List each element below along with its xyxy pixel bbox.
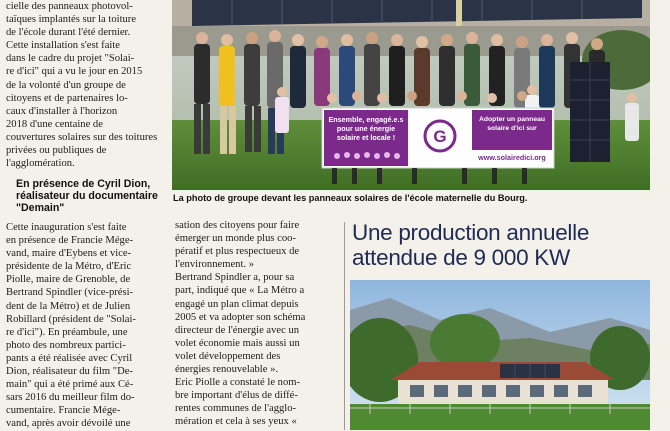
text-line: l'agglomération. bbox=[6, 158, 75, 170]
article-subheading bbox=[16, 178, 166, 214]
text-line: Bertrand Spindler (vice-prési- bbox=[6, 287, 134, 299]
text-line: citoyens et de partenaires lo- bbox=[6, 92, 128, 104]
text-line: vand, maire d'Eybens et vice- bbox=[6, 248, 132, 260]
text-line: l'environnement. » bbox=[175, 259, 254, 271]
article-column-left-top bbox=[6, 0, 166, 170]
text-line: dans le cadre du projet "Solai- bbox=[6, 53, 135, 65]
text-line: photo des nombreux partici- bbox=[6, 339, 126, 351]
banner-left-line: solaire et locale ! bbox=[336, 133, 396, 142]
text-line: taïques implantés sur la toiture bbox=[6, 14, 137, 26]
section-headline bbox=[352, 220, 652, 270]
text-line: en présence de Francie Mége- bbox=[6, 235, 134, 247]
article-column-left-bottom bbox=[6, 221, 166, 431]
text-line: directeur de l'énergie avec un bbox=[175, 324, 300, 336]
text-line: de l'école durant l'été dernier. bbox=[6, 27, 131, 39]
text-line: volet économie mais aussi un bbox=[175, 337, 300, 349]
text-line: 2005 et va adopter son schéma bbox=[175, 311, 306, 323]
banner-right-line: Adopter un panneau bbox=[478, 116, 546, 123]
article-column-middle bbox=[175, 219, 340, 429]
text-line: Cette inauguration s'est faite bbox=[6, 222, 127, 233]
text-line: Cette installation s'est faite bbox=[6, 40, 120, 52]
text-line: Dion, réalisateur du film "De- bbox=[6, 366, 133, 378]
banner-right-line: solaire d'ici sur bbox=[487, 125, 537, 132]
text-line: sation des citoyens pour faire bbox=[175, 220, 300, 231]
text-line: vand, après avoir dévoilé une bbox=[6, 418, 131, 430]
text-line: part, indiqué que « La Métro a bbox=[175, 285, 305, 297]
text-line: dent de la Métro) et de Julien bbox=[6, 300, 131, 312]
subheading-line: "Demain" bbox=[16, 202, 65, 214]
text-line: rentes communes de l'agglo- bbox=[175, 403, 297, 415]
text-line: énergies renouvelable ». bbox=[175, 364, 279, 376]
text-line: volet développement des bbox=[175, 350, 281, 362]
headline-line: attendue de 9 000 KW bbox=[352, 245, 570, 270]
text-line: Piolle, maire de Grenoble, de bbox=[6, 274, 131, 286]
text-line: pants a été réalisée avec Cyril bbox=[6, 352, 133, 364]
column-divider bbox=[344, 222, 345, 430]
text-line: re d'ici" qui a vu le jour en 2015 bbox=[6, 66, 143, 78]
school-building-photo bbox=[350, 280, 650, 430]
subheading-line: réalisateur du documentaire bbox=[16, 190, 158, 202]
subheading-line: En présence de Cyril Dion, bbox=[16, 178, 151, 190]
text-line: présidente de la Métro, d'Eric bbox=[6, 261, 132, 273]
text-line: mération et cela à ses yeux « bbox=[175, 416, 297, 428]
text-line: bre important d'élus de diffé- bbox=[175, 390, 298, 402]
banner-left-line: pour une énergie bbox=[336, 124, 396, 133]
text-line: pératif et plus respectueux de bbox=[175, 246, 300, 258]
text-line: Bertrand Spindler a, pour sa bbox=[175, 272, 295, 284]
text-line: cumentaire. Francie Mége- bbox=[6, 405, 121, 417]
headline-line: Une production annuelle bbox=[352, 220, 590, 245]
text-line: cielle des panneaux photovol- bbox=[6, 1, 133, 12]
group-photo bbox=[172, 0, 650, 190]
text-line: 2018 d'une centaine de bbox=[6, 118, 103, 130]
text-line: émerger un monde plus coo- bbox=[175, 233, 297, 245]
text-line: de la volonté d'un groupe de bbox=[6, 79, 126, 91]
text-line: caux d'installer à l'horizon bbox=[6, 105, 118, 117]
text-line: main" qui a été primé aux Cé- bbox=[6, 379, 134, 391]
text-line: Eric Piolle a constaté le nom- bbox=[175, 377, 301, 389]
photo-caption: La photo de groupe devant les panneaux solaires de l'école maternelle du Bourg. bbox=[173, 193, 528, 203]
banner-logo: G bbox=[433, 127, 447, 146]
banner-right-line: www.solairedici.org bbox=[478, 153, 546, 162]
text-line: re d'ici"). En préambule, une bbox=[6, 326, 128, 338]
banner-left-line: Ensemble, engagé.e.s bbox=[328, 115, 404, 124]
text-line: engagé un plan climat depuis bbox=[175, 298, 299, 310]
text-line: Robillard (président de "Solai- bbox=[6, 313, 136, 325]
text-line: privées ou publiques de bbox=[6, 145, 107, 157]
text-line: sars 2016 du meilleur film do- bbox=[6, 392, 135, 404]
text-line: couvertures solaires sur des toitures bbox=[6, 131, 158, 143]
